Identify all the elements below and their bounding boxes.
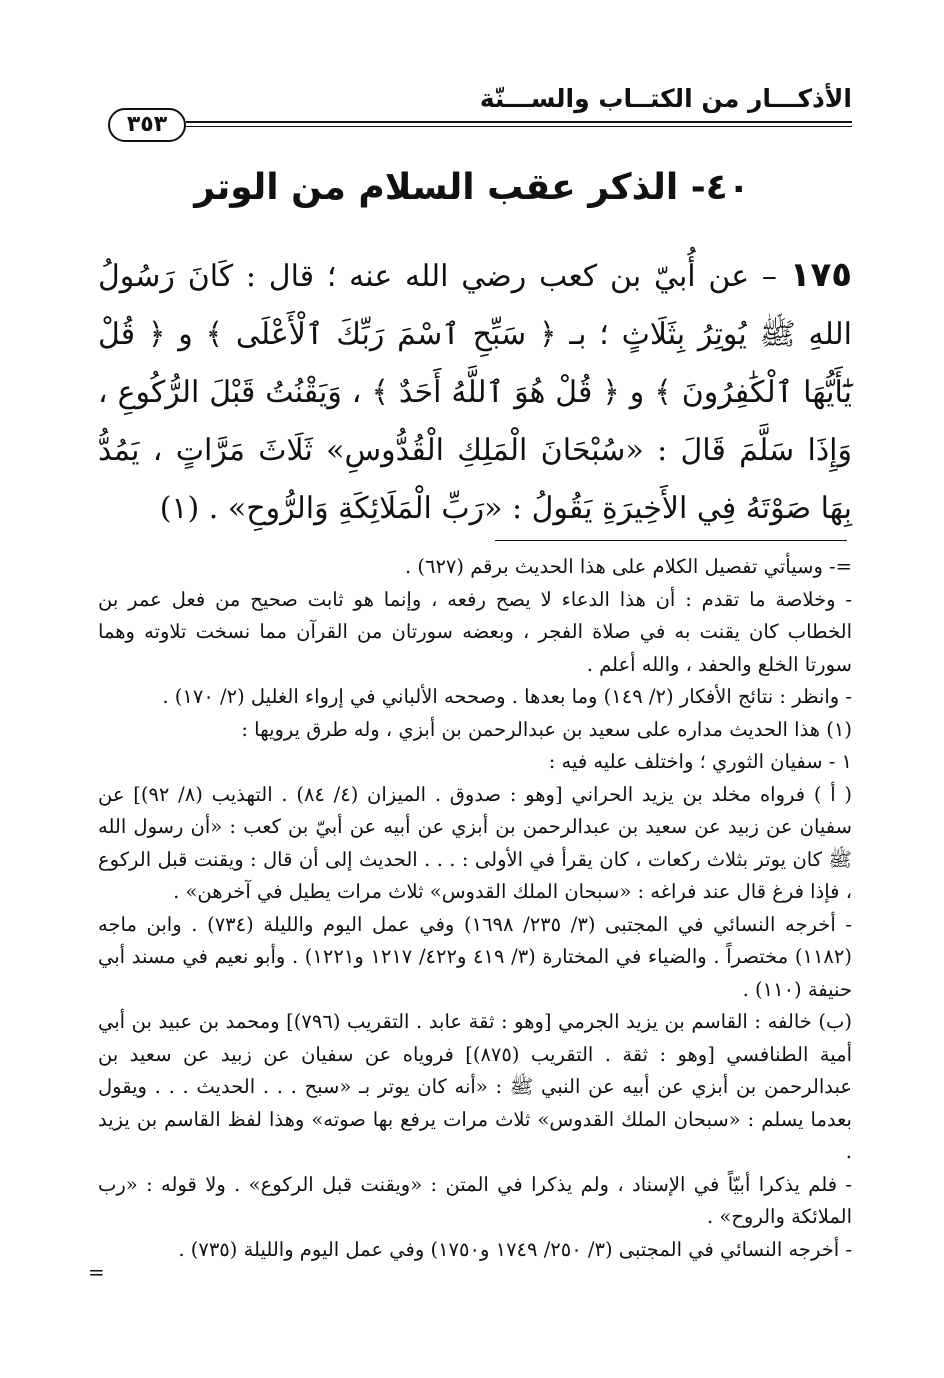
footnote-line: - وخلاصة ما تقدم : أن هذا الدعاء لا يصح رفعه ، وإنما هو ثابت صحيح من فعل عمر بن الخطاب كان يقنت به في صلاة الفجر ، وبعضه سورتان من القرآن مما نسخت تلاوته وهما سورتا الخلع والحفد ، والله أعلم .	[98, 587, 852, 676]
hadith-body: – عن أُبيّ بن كعب رضي الله عنه ؛ قال : كَانَ رَسُولُ اللهِ ﷺ يُوتِرُ بِثَلَاثٍ ؛ بـ ﴿ سَبِّحِ ٱسْمَ رَبِّكَ ٱلْأَعْلَى ﴾ و ﴿ قُلْ يَٰٓأَيُّهَا ٱلْكَٰفِرُونَ ﴾ و ﴿ قُلْ هُوَ ٱللَّهُ أَحَدٌ ﴾ ، وَيَقْنُتُ قَبْلَ الرُّكُوعِ ، وَإِذَا سَلَّمَ قَالَ : «سُبْحَانَ الْمَلِكِ الْقُدُّوسِ» ثَلَاثَ مَرَّاتٍ ، يَمُدُّ بِهَا صَوْتَهُ فِي الأَخِيرَةِ يَقُولُ : «رَبِّ الْمَلَائِكَةِ وَالرُّوحِ» . (١)	[98, 259, 852, 526]
page-number: ٣٥٣	[108, 108, 186, 142]
footnote-line: - وانظر : نتائج الأفكار (٢/ ١٤٩) وما بعدها . وصححه الألباني في إرواء الغليل (٢/ ١٧٠) .	[162, 685, 852, 708]
footnote-line: - فلم يذكرا أبيّاً في الإسناد ، ولم يذكرا في المتن : «ويقنت قبل الركوع» . ولا قوله : «رب الملائكة والروح» .	[98, 1172, 852, 1228]
footnote-line: (١) هذا الحديث مداره على سعيد بن عبدالرحمن بن أبزي ، وله طرق يرويها :	[241, 717, 852, 741]
footnote-line: ( أ ) فرواه مخلد بن يزيد الحراني [وهو : صدوق . الميزان (٤/ ٨٤) . التهذيب (٨/ ٩٢)] عن سفيان عن زبيد عن سعيد بن عبدالرحمن بن أبزي عن أبيه عن أبيّ بن كعب : «أن رسول الله ﷺ كان يوتر بثلاث ركعات ، كان يقرأ في الأولى : . . . الحديث إلى أن قال : ويقنت قبل الركوع ، فإذا فرغ قال عند فراغه : «سبحان الملك القدوس» ثلاث مرات يطيل في آخرهن» .	[98, 782, 852, 903]
footnote-separator	[495, 540, 847, 541]
hadith-number: ١٧٥	[789, 255, 852, 295]
footnote-line: (ب) خالفه : القاسم بن يزيد الجرمي [وهو : ثقة عابد . التقريب (٧٩٦)] ومحمد بن عبيد بن أبي أمية الطنافسي [وهو : ثقة . التقريب (٨٧٥)] فروياه عن سفيان عن زبيد عن سعيد بن عبدالرحمن بن أبزي عن أبيه عن النبي ﷺ : «أنه كان يوتر بـ «سبح . . . الحديث . . . ويقول بعدما يسلم : «سبحان الملك القدوس» ثلاث مرات يرفع بها صوته» وهذا لفظ القاسم بن يزيد .	[98, 1010, 853, 1163]
header-rule-thin	[186, 126, 852, 127]
footnote-line: ١ - سفيان الثوري ؛ واختلف عليه فيه :	[548, 750, 852, 773]
continuation-mark: =	[88, 1260, 105, 1284]
footnote-line: =- وسيأتي تفصيل الكلام على هذا الحديث برقم (٦٢٧) .	[404, 555, 852, 578]
hadith-text	[98, 246, 852, 538]
running-title: الأذكـــار من الكتــاب والســـنّة	[479, 84, 852, 113]
chapter-title: ٤٠- الذكر عقب السلام من الوتر	[194, 167, 750, 208]
footnote-line: - أخرجه النسائي في المجتبى (٣/ ٢٥٠/ ١٧٤٩ و١٧٥٠) وفي عمل اليوم والليلة (٧٣٥) .	[178, 1237, 852, 1261]
footnotes	[98, 551, 852, 1266]
header-rule	[186, 121, 852, 123]
footnote-line: - أخرجه النسائي في المجتبى (٣/ ٢٣٥/ ١٦٩٨) وفي عمل اليوم والليلة (٧٣٤) . وابن ماجه (١١٨٢) مختصراً . والضياء في المختارة (٣/ ٤١٩ و٤٢٢/ ١٢١٧ و١٢٢١) . وأبو نعيم في مسند أبي حنيفة (١١٠) .	[98, 912, 852, 1001]
